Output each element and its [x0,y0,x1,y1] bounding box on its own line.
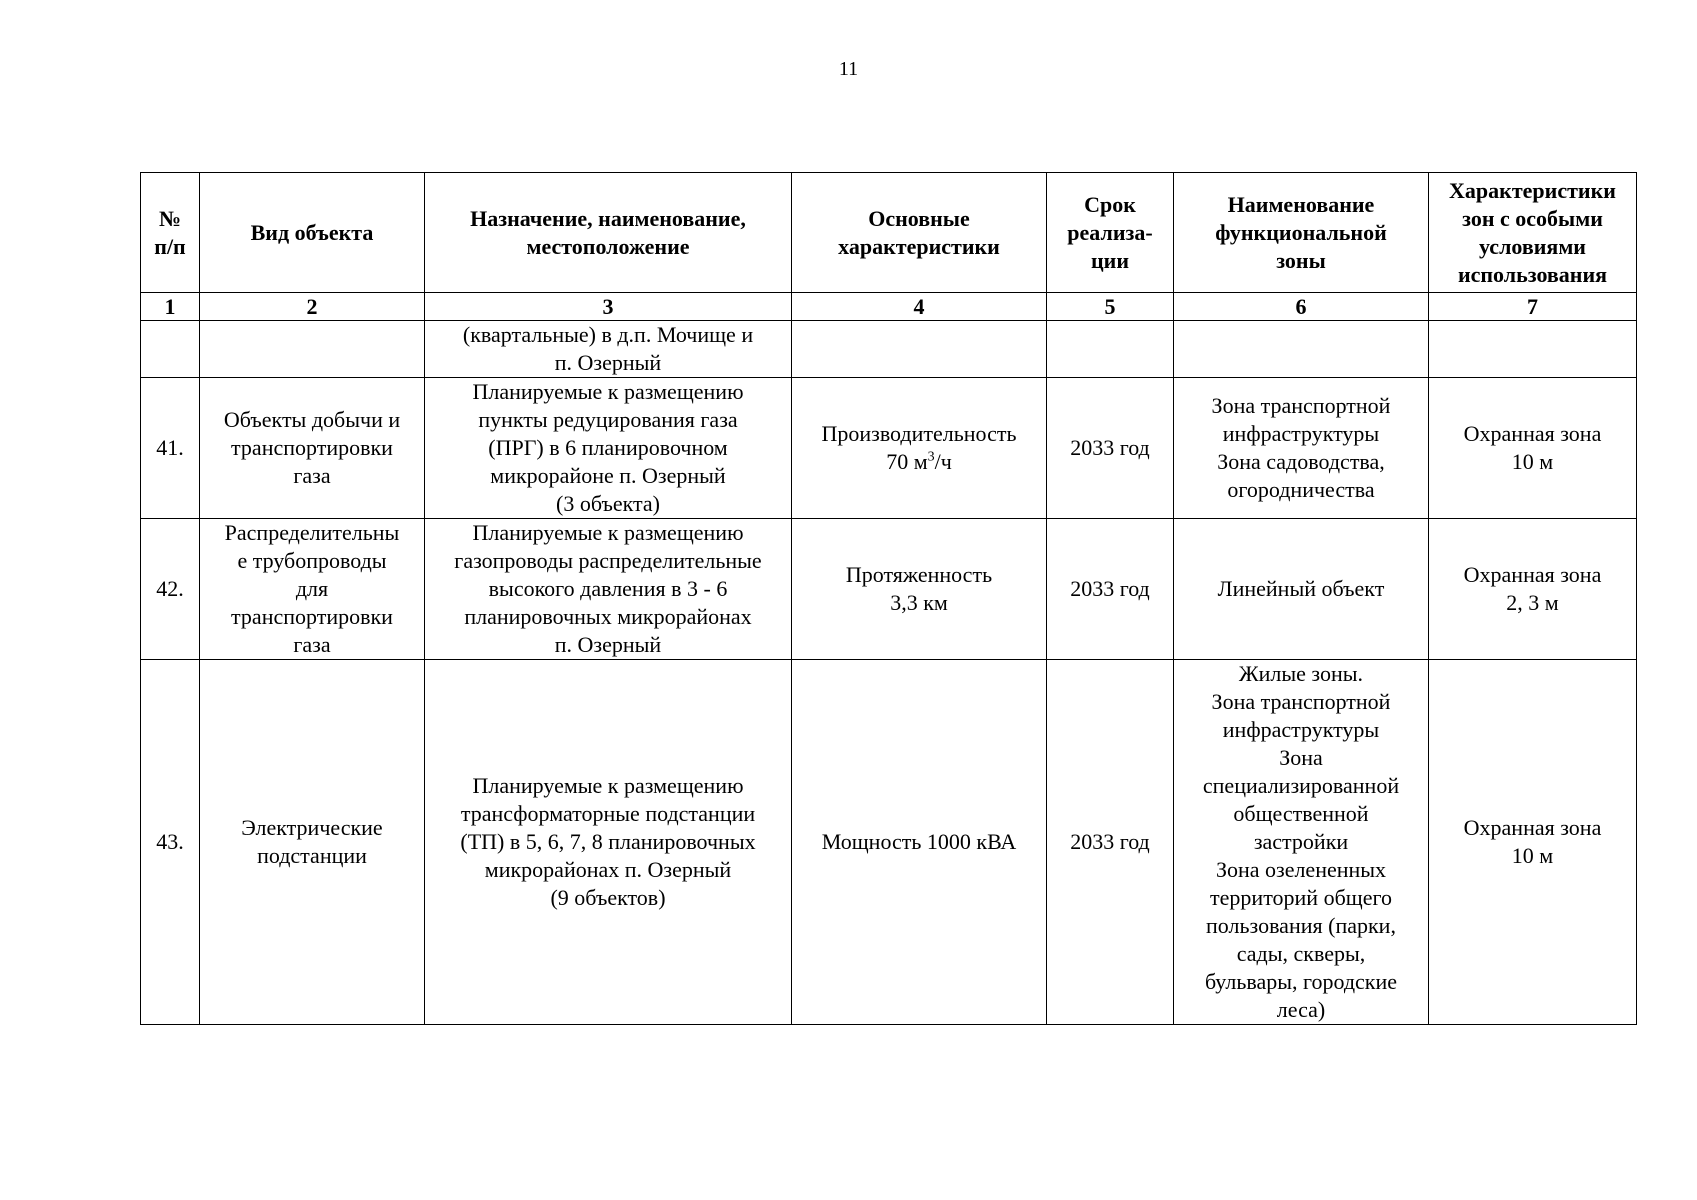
cell-num: 41. [141,378,200,519]
page-number: 11 [838,58,859,80]
header-special-zones: Характеристики зон с особыми условиями использования [1429,173,1637,293]
header-characteristics: Основные характеристики [792,173,1047,293]
cell-object-type: Электрические подстанции [200,660,425,1025]
superscript: 3 [927,449,935,465]
cell-purpose: Планируемые к размещению газопроводы распределительные высокого давления в 3 - 6 планировочных микрорайонах п. Озерный [425,519,792,660]
cell-functional-zone: Жилые зоны. Зона транспортной инфраструктуры Зона специализированной общественной застройки Зона озелененных территорий общего пользования (парки, сады, скверы, бульвары, городские леса) [1174,660,1429,1025]
cell-special-zones: Охранная зона 10 м [1429,660,1637,1025]
column-number: 2 [200,293,425,321]
cell-num: 43. [141,660,200,1025]
cell-characteristics [792,321,1047,378]
characteristics-unit: /ч [934,449,952,474]
cell-characteristics [792,378,1047,519]
table-row [141,519,1637,660]
header-row [141,173,1637,293]
column-number: 5 [1047,293,1174,321]
cell-num [141,321,200,378]
cell-special-zones [1429,321,1637,378]
header-num: № п/п [141,173,200,293]
header-purpose: Назначение, наименование, местоположение [425,173,792,293]
cell-special-zones: Охранная зона 10 м [1429,378,1637,519]
table-row-continuation [141,321,1637,378]
cell-characteristics: Мощность 1000 кВА [792,660,1047,1025]
planned-objects-table [140,172,1637,1025]
cell-purpose: (квартальные) в д.п. Мочище и п. Озерный [425,321,792,378]
cell-object-type: Объекты добычи и транспортировки газа [200,378,425,519]
column-number: 3 [425,293,792,321]
table-row [141,660,1637,1025]
cell-term [1047,321,1174,378]
cell-object-type: Распределительны е трубопроводы для транспортировки газа [200,519,425,660]
cell-num: 42. [141,519,200,660]
header-functional-zone: Наименование функциональной зоны [1174,173,1429,293]
column-number-row [141,293,1637,321]
column-number: 1 [141,293,200,321]
header-object-type: Вид объекта [200,173,425,293]
cell-characteristics: Протяженность 3,3 км [792,519,1047,660]
cell-object-type [200,321,425,378]
column-number: 7 [1429,293,1637,321]
cell-special-zones: Охранная зона 2, 3 м [1429,519,1637,660]
cell-term: 2033 год [1047,519,1174,660]
characteristics-text: Производительность 70 м [821,421,1017,474]
cell-functional-zone: Линейный объект [1174,519,1429,660]
cell-functional-zone: Зона транспортной инфраструктуры Зона садоводства, огородничества [1174,378,1429,519]
cell-term: 2033 год [1047,378,1174,519]
cell-purpose: Планируемые к размещению трансформаторные подстанции (ТП) в 5, 6, 7, 8 планировочных микрорайонах п. Озерный (9 объектов) [425,660,792,1025]
column-number: 6 [1174,293,1429,321]
table-row [141,378,1637,519]
cell-functional-zone [1174,321,1429,378]
header-term: Срок реализа- ции [1047,173,1174,293]
column-number: 4 [792,293,1047,321]
cell-purpose: Планируемые к размещению пункты редуцирования газа (ПРГ) в 6 планировочном микрорайоне п. Озерный (3 объекта) [425,378,792,519]
cell-term: 2033 год [1047,660,1174,1025]
